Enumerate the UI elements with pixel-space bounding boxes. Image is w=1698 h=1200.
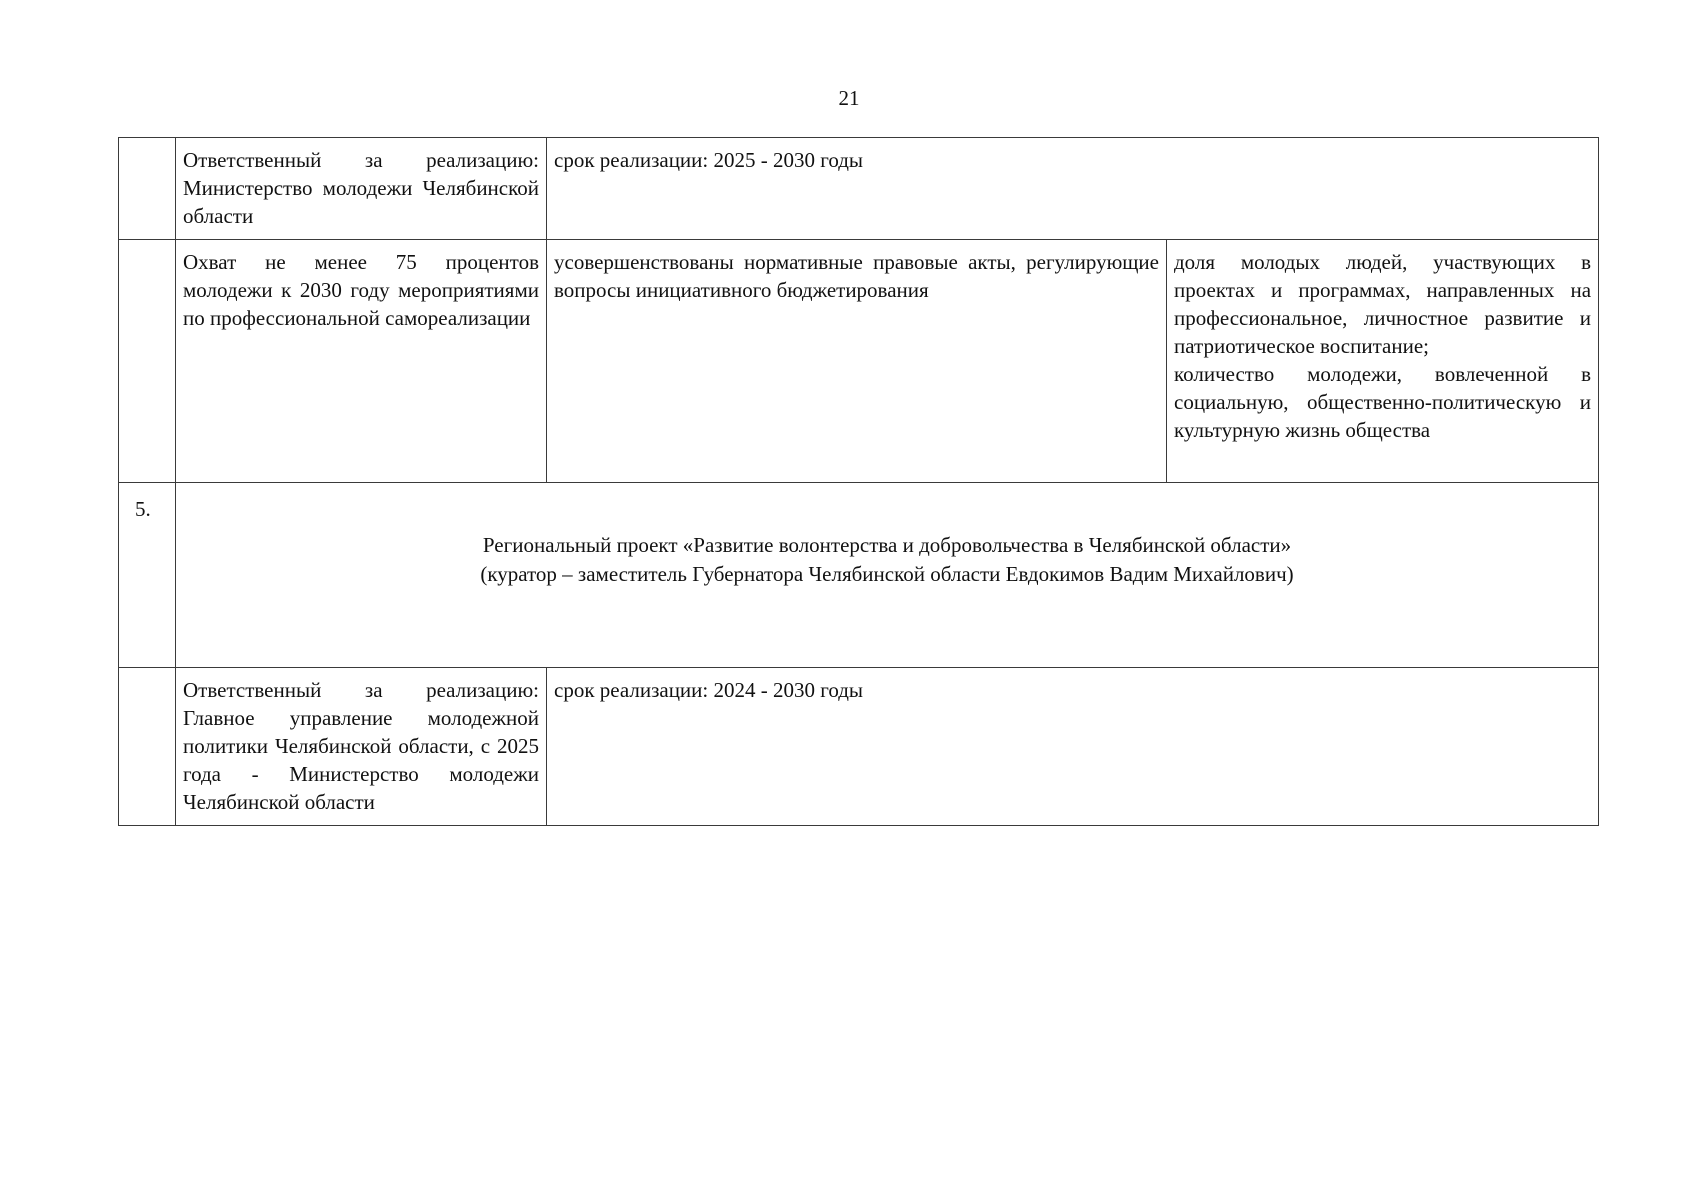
responsible-cell: Ответственный за реализацию: Министерство молодежи Челябинской области bbox=[176, 138, 547, 240]
responsible-cell: Ответственный за реализацию: Главное управление молодежной политики Челябинской области, с 2025 года - Министерство молодежи Челябинской области bbox=[176, 668, 547, 826]
table-row bbox=[119, 483, 1599, 668]
number-cell bbox=[119, 668, 176, 826]
number-cell bbox=[119, 240, 176, 483]
project-curator: (куратор – заместитель Губернатора Челябинской области Евдокимов Вадим Михайлович) bbox=[480, 562, 1294, 586]
number-cell bbox=[119, 138, 176, 240]
result-cell: усовершенствованы нормативные правовые акты, регулирующие вопросы инициативного бюджетирования bbox=[547, 240, 1167, 483]
indicators-cell bbox=[1167, 240, 1599, 483]
page-number: 21 bbox=[838, 86, 860, 110]
table-row bbox=[119, 240, 1599, 483]
table-row bbox=[119, 668, 1599, 826]
goal-cell: Охват не менее 75 процентов молодежи к 2030 году мероприятиями по профессиональной самореализации bbox=[176, 240, 547, 483]
table-row bbox=[119, 138, 1599, 240]
indicator-item: доля молодых людей, участвующих в проектах и программах, направленных на профессиональное, личностное развитие и патриотическое воспитание; bbox=[1174, 250, 1592, 358]
term-cell: срок реализации: 2024 - 2030 годы bbox=[547, 668, 1599, 826]
row-number: 5. bbox=[119, 483, 176, 668]
project-cell bbox=[176, 483, 1599, 668]
indicator-item: количество молодежи, вовлеченной в социальную, общественно-политическую и культурную жизнь общества bbox=[1174, 362, 1592, 442]
term-cell: срок реализации: 2025 - 2030 годы bbox=[547, 138, 1599, 240]
project-title: Региональный проект «Развитие волонтерства и добровольчества в Челябинской области» bbox=[482, 533, 1292, 557]
program-table bbox=[118, 137, 1599, 826]
